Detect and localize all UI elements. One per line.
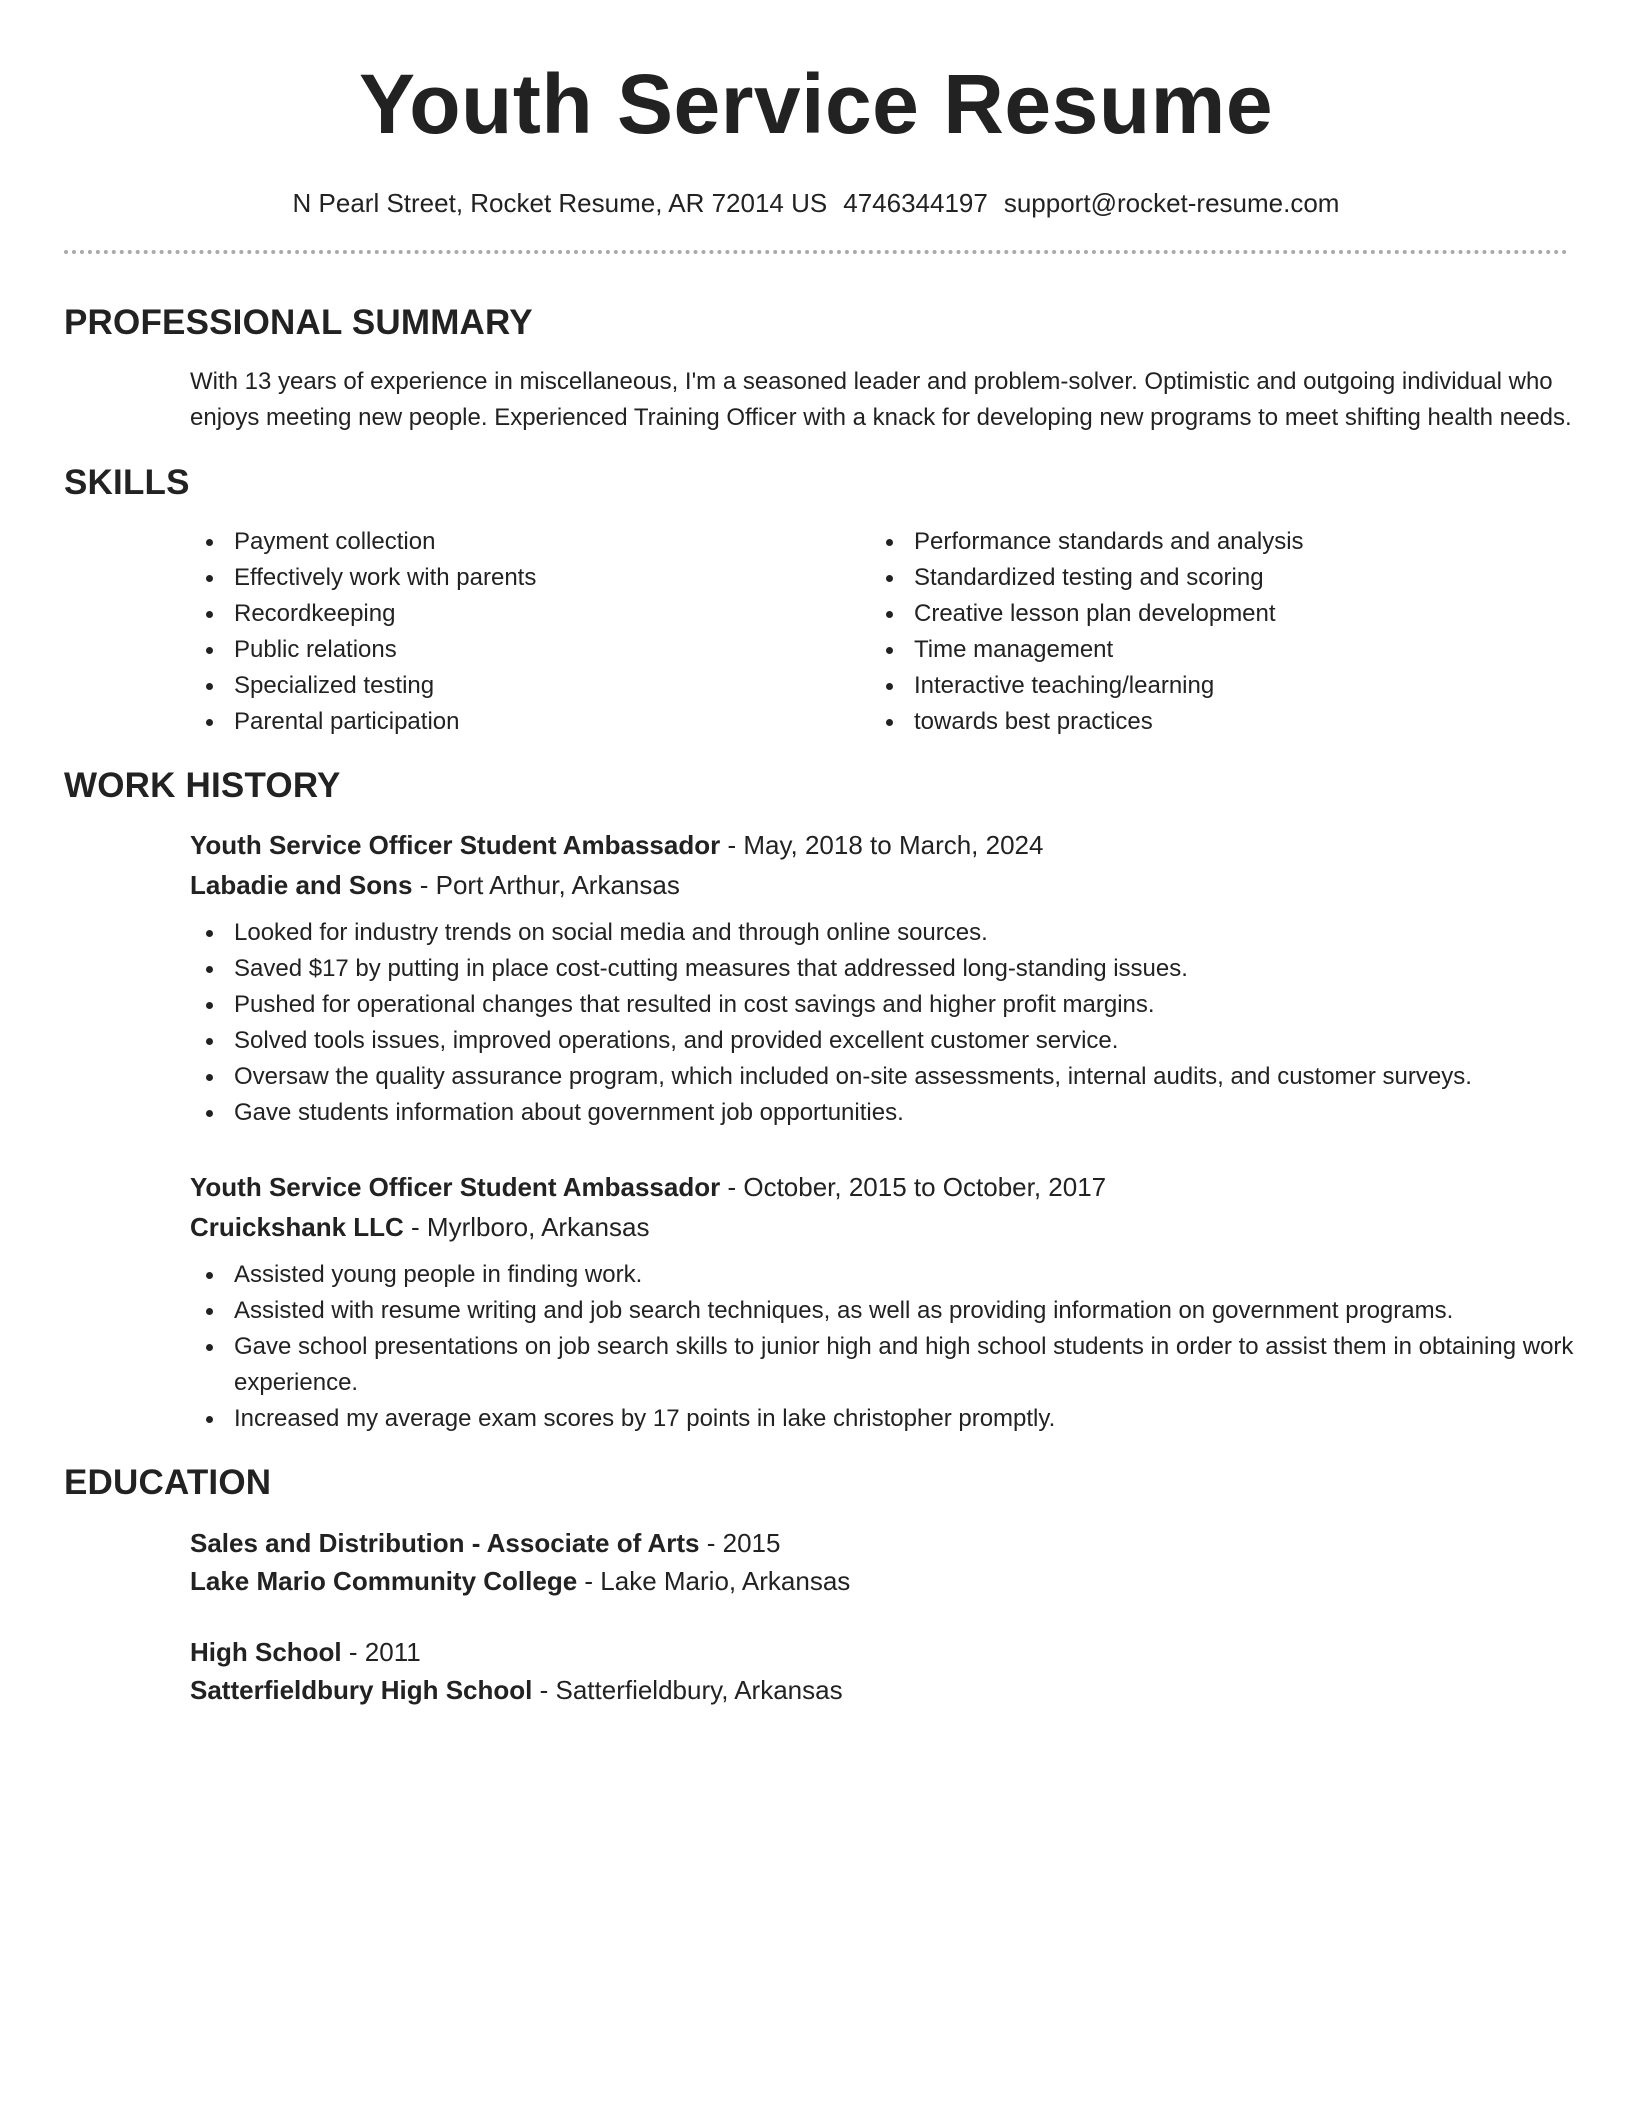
skills-column-right (870, 524, 1550, 740)
skill-item: Time management (870, 632, 1550, 668)
job-duty: Saved $17 by putting in place cost-cutting measures that addressed long-standing issues. (190, 951, 1590, 987)
education-heading: EDUCATION (64, 1463, 272, 1503)
education-entry (190, 1633, 1568, 1709)
skills-heading: SKILLS (64, 463, 190, 503)
education-degree-line (190, 1524, 1568, 1562)
education-degree: High School (190, 1637, 342, 1668)
education-school-line (190, 1671, 1568, 1709)
work-heading: WORK HISTORY (64, 766, 341, 806)
skill-item: Public relations (190, 632, 870, 668)
summary-heading: PROFESSIONAL SUMMARY (64, 303, 533, 343)
job-duty: Increased my average exam scores by 17 points in lake christopher promptly. (190, 1401, 1590, 1437)
job-company: Labadie and Sons (190, 870, 413, 901)
job-duties (190, 1257, 1590, 1437)
job-duty: Solved tools issues, improved operations, and provided excellent customer service. (190, 1023, 1590, 1059)
job-dates: - May, 2018 to March, 2024 (720, 830, 1044, 861)
education-year: - 2015 (699, 1528, 781, 1559)
job-duty: Gave students information about government job opportunities. (190, 1095, 1590, 1131)
header-divider (64, 250, 1568, 254)
job-company-line (190, 1207, 1568, 1247)
skills-column-left (190, 524, 870, 740)
education-degree-line (190, 1633, 1568, 1671)
education-school: Lake Mario Community College (190, 1566, 578, 1597)
skill-item: Parental participation (190, 704, 870, 740)
job-duties (190, 915, 1590, 1131)
contact-email: support@rocket-resume.com (1003, 188, 1340, 218)
skill-item: Performance standards and analysis (870, 524, 1550, 560)
skill-item: towards best practices (870, 704, 1550, 740)
job-location: - Port Arthur, Arkansas (412, 870, 680, 901)
job-duty: Oversaw the quality assurance program, which included on-site assessments, internal audits, and customer surveys. (190, 1059, 1590, 1095)
education-year: - 2011 (341, 1637, 421, 1668)
skill-item: Interactive teaching/learning (870, 668, 1550, 704)
skills-list (190, 524, 1568, 740)
job-duty: Gave school presentations on job search skills to junior high and high school students in order to assist them in obtaining work experience. (190, 1329, 1590, 1401)
job-company: Cruickshank LLC (190, 1212, 404, 1243)
education-degree: Sales and Distribution - Associate of Arts (190, 1528, 700, 1559)
skill-item: Standardized testing and scoring (870, 560, 1550, 596)
education-school: Satterfieldbury High School (190, 1675, 533, 1706)
job-title-line (190, 1167, 1568, 1207)
education-entry (190, 1524, 1568, 1600)
skill-item: Recordkeeping (190, 596, 870, 632)
job-role: Youth Service Officer Student Ambassador (190, 830, 721, 861)
job-duty: Assisted with resume writing and job search techniques, as well as providing information on government programs. (190, 1293, 1590, 1329)
contact-address: N Pearl Street, Rocket Resume, AR 72014 US (292, 188, 828, 218)
job-duty: Pushed for operational changes that resulted in cost savings and higher profit margins. (190, 987, 1590, 1023)
skill-item: Effectively work with parents (190, 560, 870, 596)
job-company-line (190, 865, 1568, 905)
summary-text: With 13 years of experience in miscellaneous, I'm a seasoned leader and problem-solver. Optimistic and outgoing individual who enjoys meeting new people. Experienced Training Officer with a knack for developing new programs to meet shifting health needs. (190, 368, 1572, 432)
contact-phone: 4746344197 (843, 188, 988, 218)
contact-line (64, 188, 1568, 219)
skill-item: Creative lesson plan development (870, 596, 1550, 632)
skill-item: Payment collection (190, 524, 870, 560)
job-entry (190, 825, 1568, 1131)
job-duty: Looked for industry trends on social media and through online sources. (190, 915, 1590, 951)
education-location: - Lake Mario, Arkansas (577, 1566, 851, 1597)
resume-title: Youth Service Resume (358, 57, 1274, 151)
job-duty: Assisted young people in finding work. (190, 1257, 1590, 1293)
job-entry (190, 1167, 1574, 1437)
job-role: Youth Service Officer Student Ambassador (190, 1172, 721, 1203)
education-school-line (190, 1562, 1568, 1600)
job-title-line (190, 825, 1568, 865)
job-dates: - October, 2015 to October, 2017 (720, 1172, 1107, 1203)
education-location: - Satterfieldbury, Arkansas (532, 1675, 843, 1706)
skill-item: Specialized testing (190, 668, 870, 704)
job-location: - Myrlboro, Arkansas (403, 1212, 650, 1243)
